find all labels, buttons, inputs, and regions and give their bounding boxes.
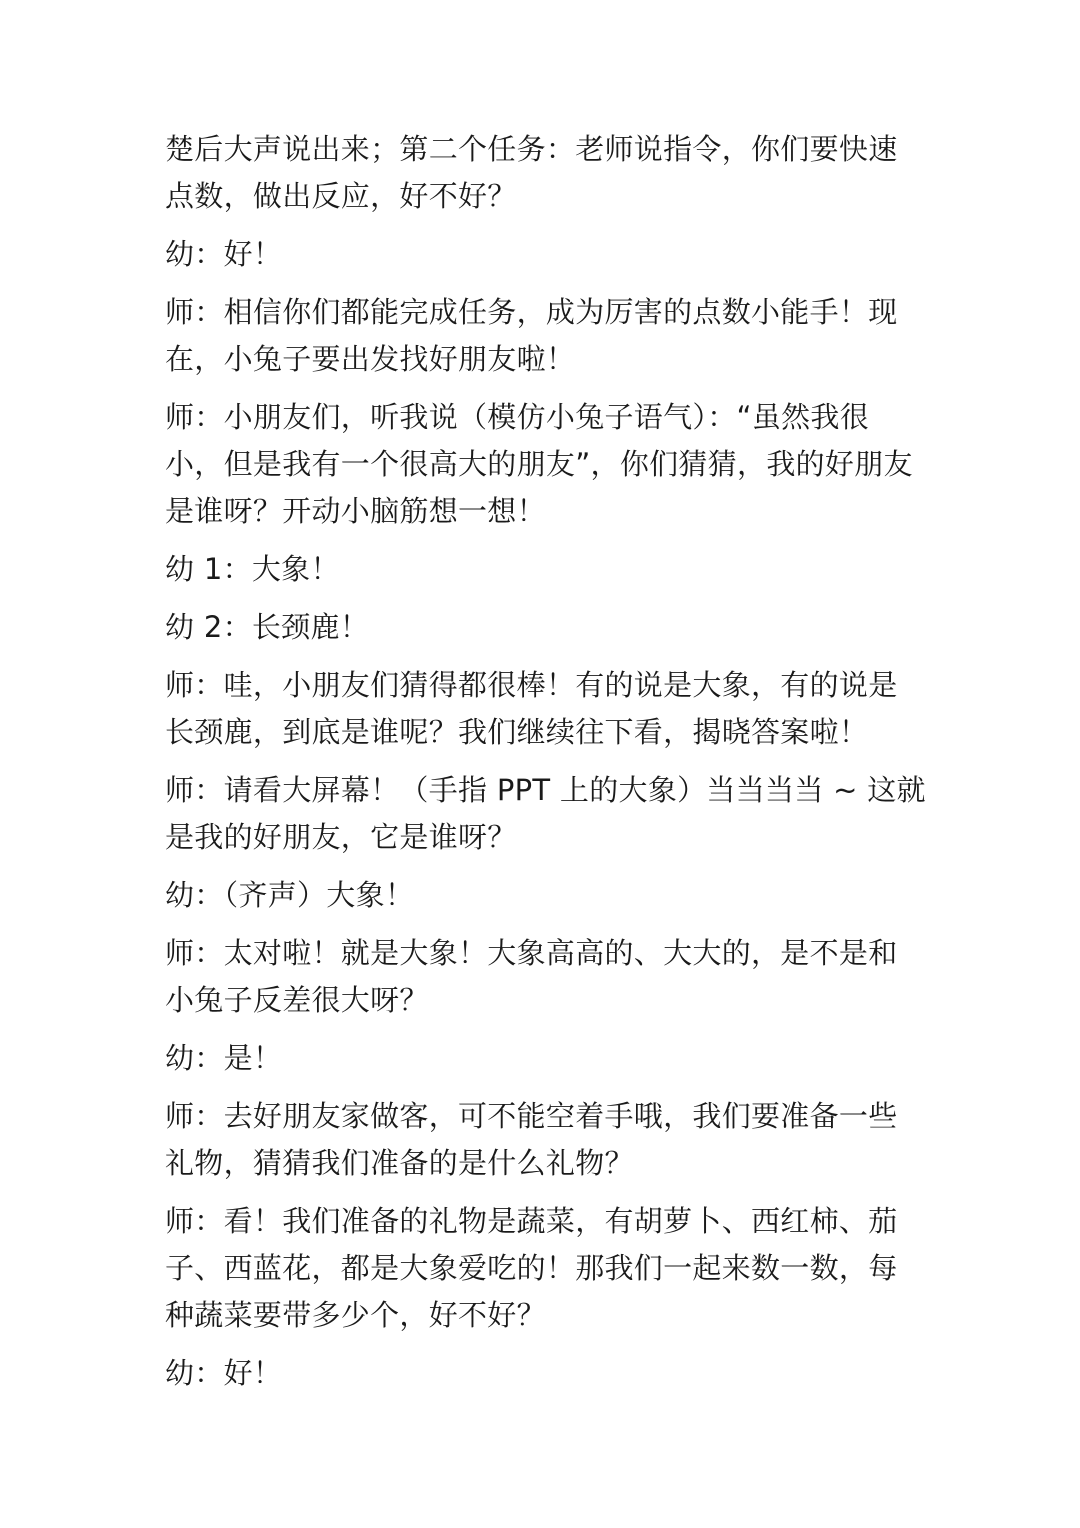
paragraph-12 xyxy=(165,1093,925,1187)
text-line: 师：看！我们准备的礼物是蔬菜，有胡萝卜、西红柿、茄 xyxy=(165,1204,898,1238)
paragraph-5 xyxy=(165,546,925,593)
text-line: 小兔子反差很大呀？ xyxy=(165,983,429,1017)
text-line: 幼：好！ xyxy=(165,237,283,271)
text-line: 幼：好！ xyxy=(165,1356,283,1390)
paragraph-1 xyxy=(165,126,925,220)
paragraph-11 xyxy=(165,1035,925,1082)
text-line: 师：小朋友们，听我说（模仿小兔子语气）：“虽然我很 xyxy=(165,400,870,434)
text-line: 幼：是！ xyxy=(165,1041,283,1075)
paragraph-2 xyxy=(165,231,925,278)
text-line: 点数，做出反应，好不好？ xyxy=(165,179,517,213)
document-body xyxy=(165,126,925,1408)
text-line: 楚后大声说出来；第二个任务：老师说指令，你们要快速 xyxy=(165,132,898,166)
text-line: 在，小兔子要出发找好朋友啦！ xyxy=(165,342,576,376)
paragraph-7 xyxy=(165,662,925,756)
text-line: 幼 1：大象！ xyxy=(165,552,340,586)
text-line: 是我的好朋友，它是谁呀？ xyxy=(165,820,517,854)
paragraph-13 xyxy=(165,1198,925,1339)
paragraph-14 xyxy=(165,1350,925,1397)
text-line: 师：太对啦！就是大象！大象高高的、大大的，是不是和 xyxy=(165,936,898,970)
text-line: 师：请看大屏幕！（手指 PPT 上的大象）当当当当 ~ 这就 xyxy=(165,773,926,807)
text-line: 幼 2：长颈鹿！ xyxy=(165,610,370,644)
text-line: 是谁呀？开动小脑筋想一想！ xyxy=(165,494,546,528)
text-line: 幼：（齐声）大象！ xyxy=(165,878,415,912)
paragraph-4 xyxy=(165,394,925,535)
paragraph-9 xyxy=(165,872,925,919)
text-line: 子、西蓝花，都是大象爱吃的！那我们一起来数一数，每 xyxy=(165,1251,898,1285)
paragraph-3 xyxy=(165,289,925,383)
text-line: 小，但是我有一个很高大的朋友”，你们猜猜，我的好朋友 xyxy=(165,447,913,481)
paragraph-8 xyxy=(165,767,925,861)
text-line: 师：去好朋友家做客，可不能空着手哦，我们要准备一些 xyxy=(165,1099,898,1133)
text-line: 师：相信你们都能完成任务，成为厉害的点数小能手！现 xyxy=(165,295,898,329)
text-line: 师：哇，小朋友们猜得都很棒！有的说是大象，有的说是 xyxy=(165,668,898,702)
paragraph-10 xyxy=(165,930,925,1024)
text-line: 长颈鹿，到底是谁呢？我们继续往下看，揭晓答案啦！ xyxy=(165,715,869,749)
text-line: 礼物，猜猜我们准备的是什么礼物？ xyxy=(165,1146,634,1180)
text-line: 种蔬菜要带多少个，好不好？ xyxy=(165,1298,546,1332)
paragraph-6 xyxy=(165,604,925,651)
